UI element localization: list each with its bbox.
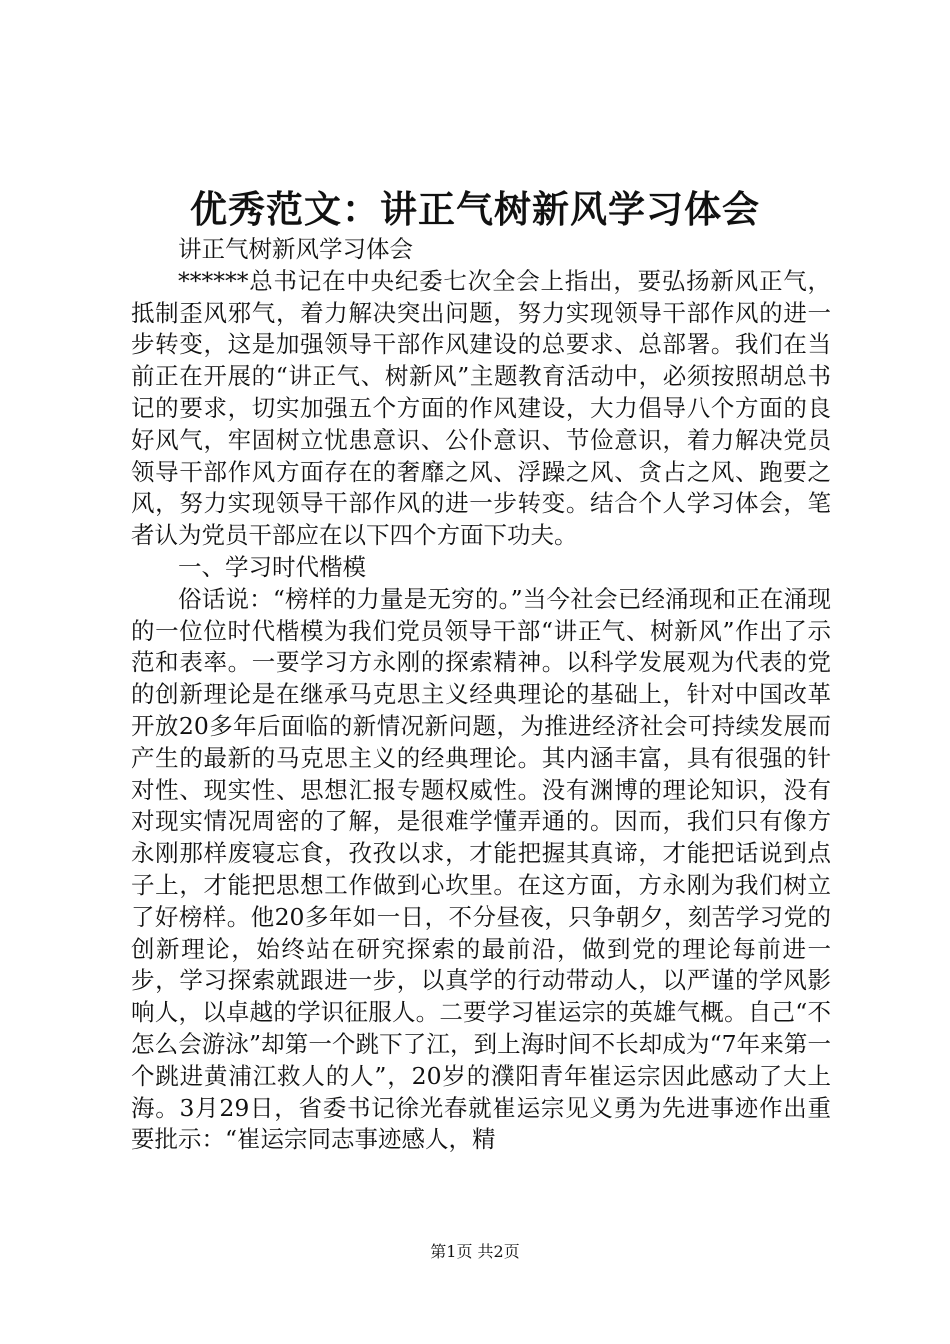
- page-footer: 第1页 共2页: [430, 1242, 520, 1261]
- paragraph-intro: ******总书记在中央纪委七次全会上指出，要弘扬新风正气，抵制歪风邪气，着力解决突出问题，努力实现领导干部作风的进一步转变，这是加强领导干部作风建设的总要求、总部署。我们在当前正在开展的“讲正气、树新风”主题教育活动中，必须按照胡总书记的要求，切实加强五个方面的作风建设，大力倡导八个方面的良好风气，牢固树立忧患意识、公仆意识、节俭意识，着力解决党员领导干部作风方面存在的奢靡之风、浮躁之风、贪占之风、跑要之风，努力实现领导干部作风的进一步转变。结合个人学习体会，笔者认为党员干部应在以下四个方面下功夫。: [131, 266, 831, 550]
- paragraph-section-1: 俗话说：“榜样的力量是无穷的。”当今社会已经涌现和正在涌现的一位位时代楷模为我们党员领导干部“讲正气、树新风”作出了示范和表率。一要学习方永刚的探索精神。以科学发展观为代表的党的创新理论是在继承马克思主义经典理论的基础上，针对中国改革开放20多年后面临的新情况新问题，为推进经济社会可持续发展而产生的最新的马克思主义的经典理论。其内涵丰富，具有很强的针对性、现实性、思想汇报专题权威性。没有渊博的理论知识，没有对现实情况周密的了解，是很难学懂弄通的。因而，我们只有像方永刚那样废寝忘食，孜孜以求，才能把握其真谛，才能把话说到点子上，才能把思想工作做到心坎里。在这方面，方永刚为我们树立了好榜样。他20多年如一日，不分昼夜，只争朝夕，刻苦学习党的创新理论，始终站在研究探索的最前沿，做到党的理论每前进一步，学习探索就跟进一步，以真学的行动带动人，以严谨的学风影响人，以卓越的学识征服人。二要学习崔运宗的英雄气概。自己“不怎么会游泳”却第一个跳下了江，到上海时间不长却成为“7年来第一个跳进黄浦江救人的人”，20岁的濮阳青年崔运宗因此感动了大上海。3月29日，省委书记徐光春就崔运宗见义勇为先进事迹作出重要批示：“崔运宗同志事迹感人，精: [131, 584, 831, 1154]
- document-title: 优秀范文：讲正气树新风学习体会: [190, 187, 760, 231]
- section-heading-1: 一、学习时代楷模: [178, 552, 366, 581]
- paragraph-subtitle: 讲正气树新风学习体会: [178, 235, 413, 263]
- document-body: [131, 234, 831, 1156]
